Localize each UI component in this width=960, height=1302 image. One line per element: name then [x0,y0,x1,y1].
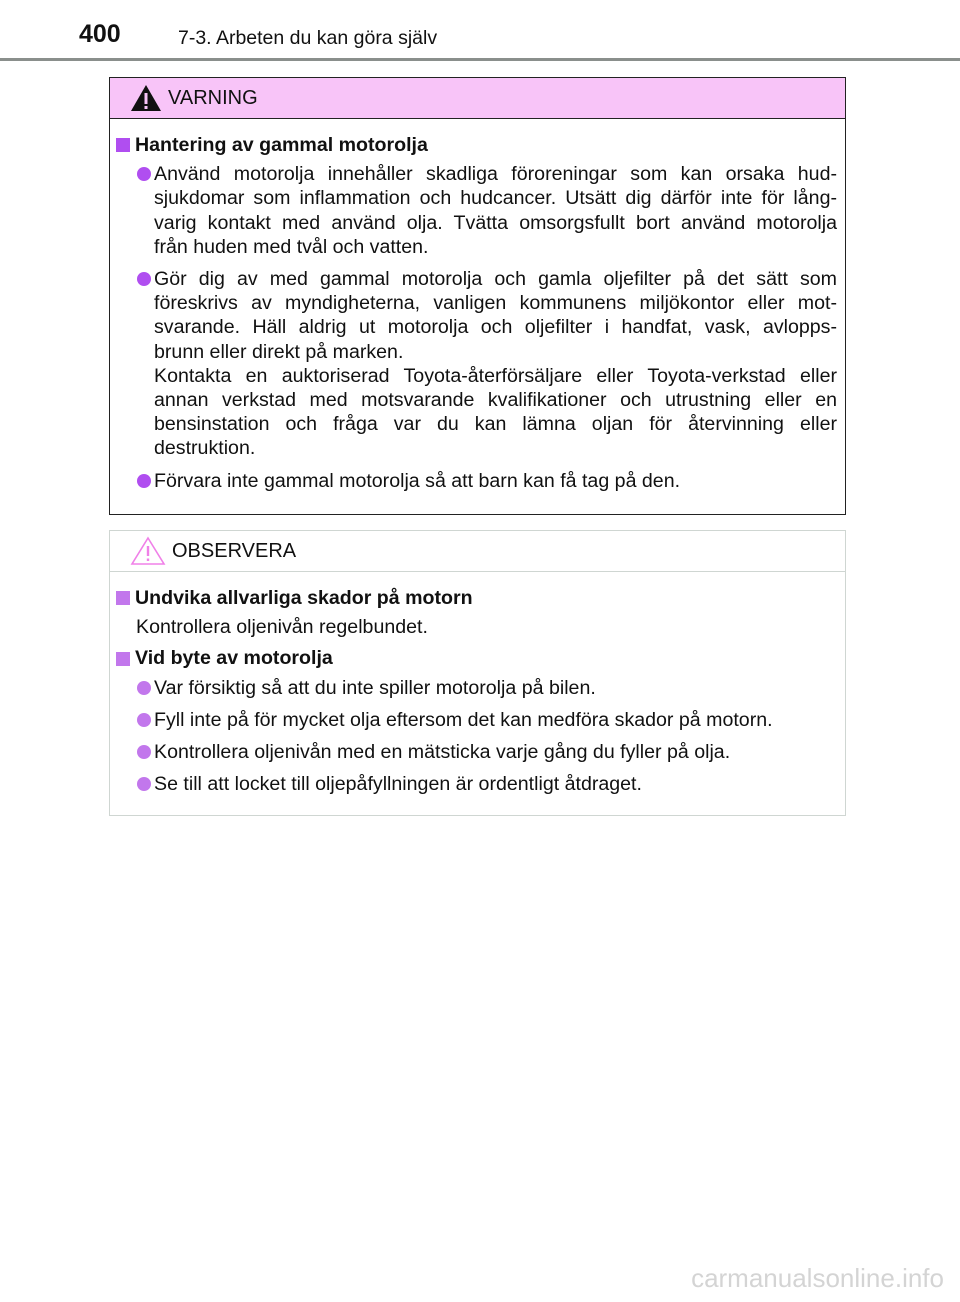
text-line: Gör dig av med gammal motorolja och gamla oljefilter på det sätt som [154,268,837,291]
item-text: Fyll inte på för mycket olja eftersom det kan medföra skador på motorn. [154,708,773,731]
heading-text: Undvika allvarliga skador på motorn [135,587,473,609]
text-line: Förvara inte gammal motorolja så att barn kan få tag på den. [154,469,681,492]
warning-icon [130,84,162,112]
item-text: Var försiktig så att du inte spiller motorolja på bilen. [154,676,596,699]
text-line: Använd motorolja innehåller skadliga föroreningar som kan orsaka hud- [154,163,837,186]
bullet-icon [137,474,151,488]
watermark: carmanualsonline.info [691,1263,944,1293]
heading-text: Hantering av gammal motorolja [135,134,428,156]
warning-heading [116,133,837,157]
text-line: varig kontakt med använd olja. Tvätta omsorgsfullt bort använd motorolja [154,211,837,234]
text-line: brunn eller direkt på marken. [154,340,404,363]
text-line: föreskrivs av myndigheterna, vanligen kommunens miljökontor eller mot- [154,292,837,315]
caution-icon [130,536,166,566]
bullet-icon [137,681,151,695]
notice-item [116,676,837,700]
text-line: bensinstation och fråga var du kan lämna oljan för återvinning eller [154,413,837,436]
warning-box [109,77,846,515]
section-title: 7-3. Arbeten du kan göra själv [178,27,438,49]
item-text: Se till att locket till oljepåfyllningen är ordentligt åtdraget. [154,773,642,796]
warning-item [116,267,837,461]
heading-text: Vid byte av motorolja [135,647,333,670]
bullet-icon [137,777,151,791]
warning-header [110,78,845,119]
notice-heading-1 [116,586,837,610]
bullet-icon [137,167,151,181]
notice-header [110,531,845,572]
bullet-icon [137,745,151,759]
notice-item [116,740,837,764]
bullet-icon [137,713,151,727]
notice-text: Kontrollera oljenivån regelbundet. [136,616,428,639]
text-line: svarande. Häll aldrig ut motorolja och oljefilter i handfat, vask, avlopps- [154,316,837,339]
text-line: destruktion. [154,437,256,460]
notice-item [116,772,837,796]
text-line: Kontakta en auktoriserad Toyota-återförsäljare eller Toyota-verkstad eller [154,364,837,387]
warning-item [116,469,837,493]
warning-item [116,162,837,259]
text-line: från huden med tvål och vatten. [154,235,429,258]
text-line: sjukdomar som inflammation och hudcancer. Utsätt dig därför inte för lång- [154,187,837,210]
item-text: Kontrollera oljenivån med en mätsticka varje gång du fyller på olja. [154,741,731,764]
notice-item [116,708,837,732]
bullet-icon [137,272,151,286]
header-rule [0,58,960,61]
notice-heading-2 [116,646,837,670]
notice-title: OBSERVERA [172,539,297,562]
text-line: annan verkstad med motsvarande kvalifikationer och utrustning eller en [154,389,837,412]
square-bullet-icon [116,138,130,152]
page-number: 400 [79,20,121,48]
square-bullet-icon [116,652,130,666]
square-bullet-icon [116,591,130,605]
notice-box [109,530,846,816]
warning-title: VARNING [168,86,258,109]
